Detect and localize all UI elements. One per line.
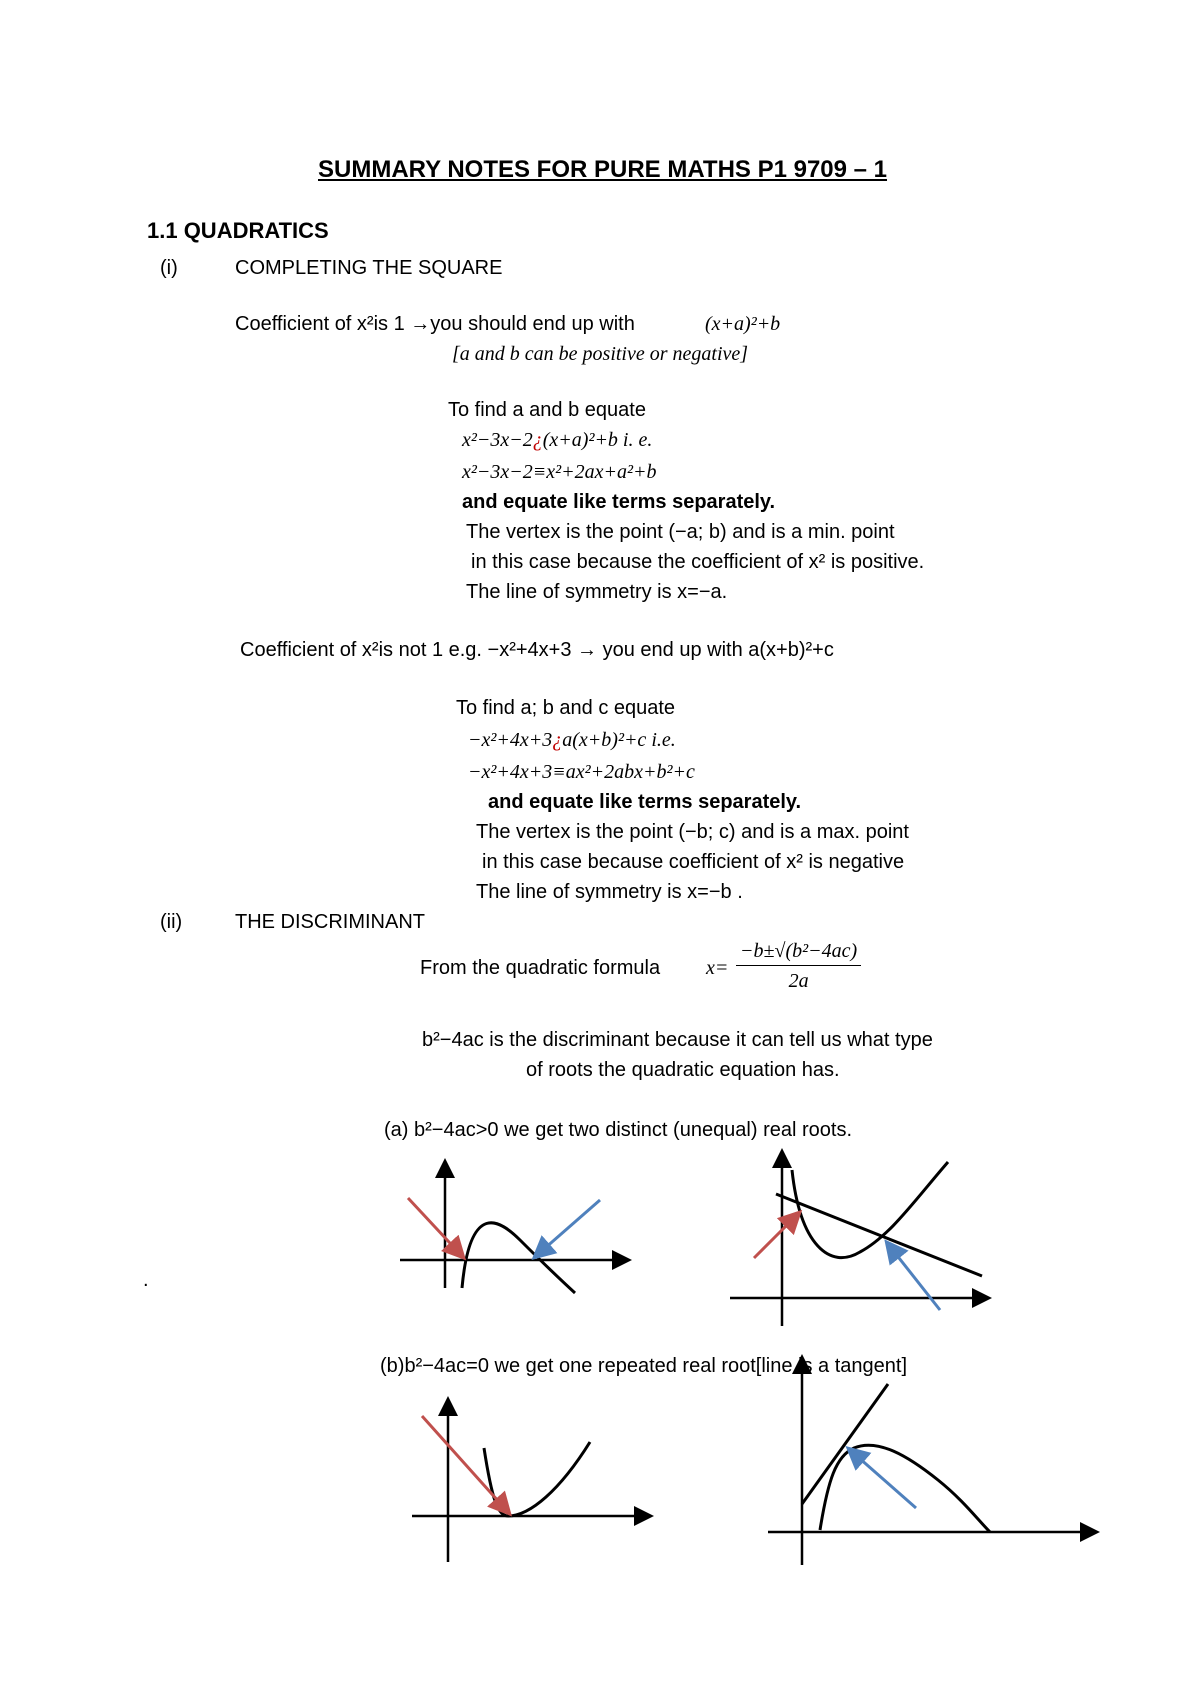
case2-eq1-rhs: a(x+b)²+c i.e.: [562, 729, 676, 751]
figure-b-parabola: [400, 1400, 650, 1570]
formula-denominator: 2a: [788, 970, 809, 992]
case1-lead: Coefficient of x²is 1 →you should end up with: [235, 313, 635, 335]
case2-eq1-lhs: −x²+4x+3: [468, 729, 553, 751]
blue-arrow: [536, 1200, 600, 1256]
part-ii-heading: THE DISCRIMINANT: [235, 911, 425, 933]
formula-numerator: −b±√(b²−4ac): [736, 940, 861, 966]
figure-a-quadratic-line: [720, 1150, 990, 1330]
case2-eq1: [468, 730, 676, 750]
case-a-text: (a) b²−4ac>0 we get two distinct (unequal) real roots.: [384, 1119, 853, 1141]
case1-symmetry: The line of symmetry is x=−a.: [466, 581, 728, 603]
case1-because: in this case because the coefficient of x² is positive.: [471, 551, 925, 573]
case2-because: in this case because coefficient of x² is negative: [482, 851, 905, 873]
case1-eq1-glyph: ¿: [532, 429, 543, 451]
case1-equate: and equate like terms separately.: [462, 491, 776, 513]
case1-result: (x+a)²+b: [705, 313, 781, 335]
part-i-number: (i): [160, 257, 178, 279]
curve: [462, 1223, 575, 1293]
case2-eq1-glyph: ¿: [552, 729, 563, 751]
part-ii-number: (ii): [160, 911, 183, 933]
figure-b-tangent: [758, 1360, 1098, 1570]
case2-equate: and equate like terms separately.: [488, 791, 802, 813]
curve: [820, 1445, 990, 1532]
case1-eq1-rhs: (x+a)²+b i. e.: [542, 429, 653, 451]
red-arrow: [408, 1198, 462, 1256]
case2-find: To find a; b and c equate: [456, 697, 676, 719]
blue-arrow: [888, 1244, 940, 1310]
case-b-text: (b)b²−4ac=0 we get one repeated real root[line is a tangent]: [380, 1355, 908, 1377]
tangent-line: [802, 1384, 888, 1504]
red-arrow: [422, 1416, 508, 1512]
case1-note: [a and b can be positive or negative]: [452, 343, 749, 365]
line: [776, 1194, 982, 1276]
case2-eq2: −x²+4x+3≡ax²+2abx+b²+c: [468, 761, 695, 783]
case1-find: To find a and b equate: [448, 399, 646, 421]
case2-vertex: The vertex is the point (−b; c) and is a max. point: [476, 821, 909, 843]
discriminant-line-1: b²−4ac is the discriminant because it can tell us what type: [422, 1029, 933, 1051]
red-arrow: [754, 1214, 798, 1258]
case2-lead: Coefficient of x²is not 1 e.g. −x²+4x+3 → you end up with a(x+b)²+c: [240, 639, 834, 661]
part-i-heading: COMPLETING THE SQUARE: [235, 257, 503, 279]
discriminant-line-2: of roots the quadratic equation has.: [526, 1059, 840, 1081]
quadratic-formula-fraction: [736, 940, 861, 993]
case1-eq2: x²−3x−2≡x²+2ax+a²+b: [462, 461, 657, 483]
figure-a-cubic: [390, 1160, 630, 1300]
case1-vertex: The vertex is the point (−a; b) and is a min. point: [466, 521, 895, 543]
case1-eq1-lhs: x²−3x−2: [462, 429, 533, 451]
stray-dot: .: [143, 1269, 149, 1291]
formula-lhs: x=: [706, 957, 729, 979]
page-title: SUMMARY NOTES FOR PURE MATHS P1 9709 – 1: [318, 156, 888, 183]
case2-symmetry: The line of symmetry is x=−b .: [476, 881, 743, 903]
formula-lead: From the quadratic formula: [420, 957, 661, 979]
case1-eq1: [462, 430, 652, 450]
section-heading: 1.1 QUADRATICS: [147, 218, 329, 243]
